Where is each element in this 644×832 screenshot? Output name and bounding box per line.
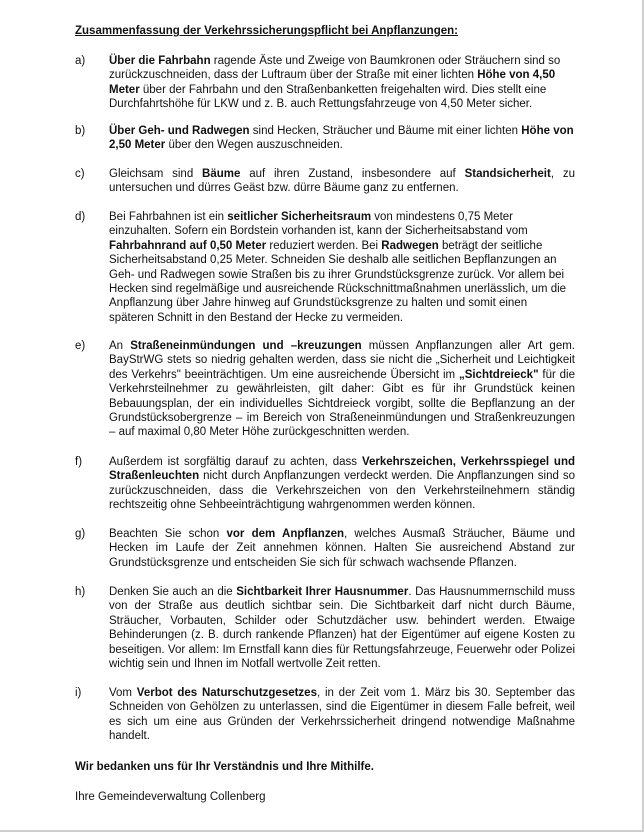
- closing-line: Wir bedanken uns für Ihr Verständnis und Ihre Mithilfe.: [75, 761, 374, 773]
- list-item-label: a): [75, 55, 86, 67]
- document-title: Zusammenfassung der Verkehrssicherungspflicht bei Anpflanzungen:: [75, 25, 458, 37]
- text-run: . Das Hausnummernschild muss von der Straße aus deutlich sichtbar sein. Die Sichtbarkeit darf nicht durch Bäume, Sträucher, Vorbauten, Schilder oder Schutzdächer usw. behindert werden. Etwaige Behinderungen (z. B. durch rankende Pflanzen) hat der Eigentümer auf eigene Kosten zu beseitigen. Vor allem: Im Ernstfall kann dies für Rettungsfahrzeuge, Feuerwehr oder Polizei wichtig sein und Ihnen im Notfall wertvolle Zeit retten.: [109, 586, 576, 671]
- list-item-text: [109, 124, 575, 153]
- text-run: Außerdem ist sorgfältig darauf zu achten, dass: [109, 456, 362, 468]
- text-run: Denken Sie auch an die: [109, 586, 237, 598]
- list-item-label: b): [75, 125, 86, 137]
- text-run: von mindestens 0,75 Meter einzuhalten. Sofern ein Bordstein vorhanden ist, kann der Sicherheitsabstand vom: [109, 211, 528, 238]
- text-run: Bei Fahrbahnen ist ein: [109, 211, 228, 223]
- text-run: müssen Anpflanzungen aller Art gem. BayStrWG stets so niedrig gehalten werden, dass sie nicht die „Sicherheit und Leichtigkeit des Verkehrs" beeinträchtigen. Um eine ausreichende Übersicht im: [109, 340, 575, 381]
- list-item-text: [109, 339, 575, 440]
- list-item-label: g): [75, 528, 86, 540]
- list-item-label: h): [75, 586, 86, 598]
- text-run: sind Hecken, Sträucher und Bäume mit einer lichten: [249, 125, 522, 137]
- text-bold: Höhe von 4,50 Meter: [109, 69, 556, 96]
- text-bold: seitlicher Sicherheitsraum: [227, 211, 372, 223]
- list-item-label: e): [75, 340, 86, 352]
- list-item-text: [109, 54, 575, 112]
- list-item-label: c): [75, 168, 85, 180]
- text-bold: Standsicherheit: [464, 168, 551, 180]
- text-run: für die Verkehrsteilnehmer zu gewährleisten, gilt daher: Gibt es für ihr Grundstück keinen Bebauungsplan, der ein individuelles Sichtdreieck vorgibt, sollte die Bepflanzung an der Grundstücksobergrenze – im Bereich von Straßeneinmündungen und Straßenkreuzungen – auf maximal 0,80 Meter Höhe zurückgeschnitten werden.: [109, 368, 575, 439]
- list-item-text: [109, 455, 575, 513]
- list-item-label: d): [75, 211, 86, 223]
- list-item-label: f): [75, 456, 83, 468]
- text-run: An: [109, 340, 131, 352]
- list-item-text: [109, 686, 575, 744]
- text-bold: Fahrbahnrand auf 0,50 Meter: [109, 239, 267, 252]
- text-bold: Über Geh- und Radwegen: [109, 125, 250, 137]
- text-bold: Sichtbarkeit Ihrer Hausnummer: [236, 586, 409, 598]
- signature: Ihre Gemeindeverwaltung Collenberg: [75, 791, 266, 803]
- text-run: nicht durch Anpflanzungen verdeckt werden. Die Anpflanzungen sind so zurückzuschneiden, dass die Verkehrszeichen von den Verkehrsteilnehmern ständig rechtszeitig ohne Sehbeeinträchtigung wahrgenommen werden können.: [109, 470, 575, 512]
- text-run: beträgt der seitliche Sicherheitsabstand 0,25 Meter. Schneiden Sie deshalb alle seitlichen Bepflanzungen an Geh- und Radwegen sowie Straßen bis zu ihrer Grundstücksgrenze zurück. Vor allem bei Hecken sind regelmäßige und ausreichende Rückschnittmaßnahmen unerlässlich, um die Anpflanzung über Jahre hinweg auf Grundstücksgrenze zu halten und somit einen späteren Schnitt in den Bestand der Hecke zu vermeiden.: [109, 239, 567, 324]
- text-bold: „Sichtdreieck": [458, 368, 539, 381]
- text-run: , zu untersuchen und dürres Geäst bzw. dürre Bäume ganz zu entfernen.: [109, 168, 575, 195]
- text-bold: Über die Fahrbahn: [109, 55, 211, 67]
- list-item-text: [109, 527, 575, 570]
- list-item-text: [109, 585, 575, 671]
- text-bold: Höhe von 2,50 Meter: [109, 125, 574, 152]
- text-run: , welches Ausmaß Sträucher, Bäume und Hecken im Laufe der Zeit annehmen können. Halten Sie ausreichend Abstand zur Grundstücksgrenze und entscheiden Sie sich für schwach wachsende Pflanzen.: [109, 528, 575, 569]
- text-run: Gleichsam sind: [109, 168, 203, 180]
- text-bold: Verbot des Naturschutzgesetzes: [136, 687, 317, 699]
- list-item-text: [109, 167, 575, 196]
- text-run: über der Fahrbahn und den Straßenbanketten freigehalten wird. Dies stellt eine Durchfahrtshöhe für LKW und z. B. auch Rettungsfahrzeuge von 4,50 Meter sicher.: [109, 83, 547, 111]
- text-run: ragende Äste und Zweige von Baumkronen oder Sträuchern sind so zurückzuschneiden, dass der Luftraum über der Straße mit einer lichten: [109, 55, 561, 82]
- text-bold: Straßeneinmündungen und –kreuzungen: [130, 340, 362, 352]
- text-run: , in der Zeit vom 1. März bis 30. September das Schneiden von Gehölzen zu unterlassen, sind die Eigentümer in diesem Falle befreit, weil es sich um eine aus Gründen der Verkehrssicherheit dringend notwendige Maßnahme handelt.: [109, 687, 575, 743]
- text-bold: Bäume: [202, 168, 241, 180]
- text-run: auf ihren Zustand, insbesondere auf: [240, 168, 465, 180]
- list-item-text: [109, 210, 575, 325]
- text-run: Beachten Sie schon: [109, 528, 227, 540]
- text-bold: vor dem Anpflanzen: [226, 528, 345, 540]
- text-run: Vom: [109, 687, 137, 699]
- text-bold: Radwegen: [381, 239, 439, 252]
- text-bold: Verkehrszeichen, Verkehrsspiegel und Straßenleuchten: [109, 456, 576, 483]
- text-run: reduziert werden. Bei: [266, 239, 382, 252]
- list-item-label: i): [75, 687, 82, 699]
- text-run: über den Wegen auszuschneiden.: [165, 139, 343, 152]
